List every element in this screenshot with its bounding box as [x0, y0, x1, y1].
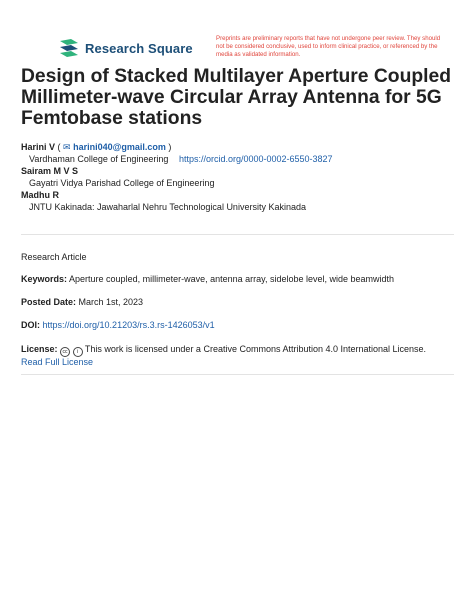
- email-open-paren: (: [57, 142, 64, 152]
- author-email-link[interactable]: harini040@gmail.com: [73, 142, 166, 152]
- author-1: [21, 141, 461, 153]
- doi-label: DOI:: [21, 320, 40, 330]
- doi-link[interactable]: https://doi.org/10.21203/rs.3.rs-1426053/v1: [42, 320, 215, 330]
- research-square-logo-icon: [58, 37, 80, 59]
- license-label: License:: [21, 344, 58, 354]
- orcid-link[interactable]: https://orcid.org/0000-0002-6550-3827: [178, 154, 333, 164]
- license-text: This work is licensed under a Creative Commons Attribution 4.0 International License.: [84, 344, 427, 354]
- divider: [21, 374, 454, 375]
- author-name: Harini V: [21, 142, 56, 152]
- cc-icon: cc: [60, 347, 70, 357]
- divider: [21, 234, 454, 235]
- article-title: Design of Stacked Multilayer Aperture Coupled Millimeter-wave Circular Array Antenna for 5G Femtobase stations: [21, 66, 451, 129]
- posted-date: [21, 296, 461, 308]
- author-affiliation: [21, 153, 461, 165]
- keywords-label: Keywords:: [21, 274, 68, 284]
- keywords-value: Aperture coupled, millimeter-wave, antenna array, sidelobe level, wide beamwidth: [69, 274, 395, 284]
- posted-label: Posted Date:: [21, 297, 77, 307]
- author-affiliation: JNTU Kakinada: Jawaharlal Nehru Technological University Kakinada: [29, 202, 306, 212]
- author-name: Sairam M V S: [21, 166, 79, 176]
- research-square-logo[interactable]: [58, 37, 193, 59]
- read-full-license-link[interactable]: Read Full License: [21, 357, 94, 367]
- preprint-disclaimer: Preprints are preliminary reports that have not undergone peer review. They should not be considered conclusive, used to inform clinical practice, or referenced by the media as validated information.: [216, 35, 441, 59]
- by-icon: i: [73, 347, 83, 357]
- affiliation-text: Vardhaman College of Engineering: [29, 154, 169, 164]
- posted-value: March 1st, 2023: [78, 297, 144, 307]
- read-license-row: [21, 356, 461, 368]
- author-name: Madhu R: [21, 190, 59, 200]
- article-type: Research Article: [21, 252, 87, 262]
- license: [21, 343, 461, 357]
- doi: [21, 319, 461, 331]
- email-close-paren: ): [168, 142, 172, 152]
- logo-text: Research Square: [85, 40, 193, 56]
- keywords: [21, 273, 461, 285]
- author-affiliation: Gayatri Vidya Parishad College of Engineering: [29, 178, 215, 188]
- envelope-icon: ✉: [63, 142, 71, 152]
- author-list: [21, 141, 461, 213]
